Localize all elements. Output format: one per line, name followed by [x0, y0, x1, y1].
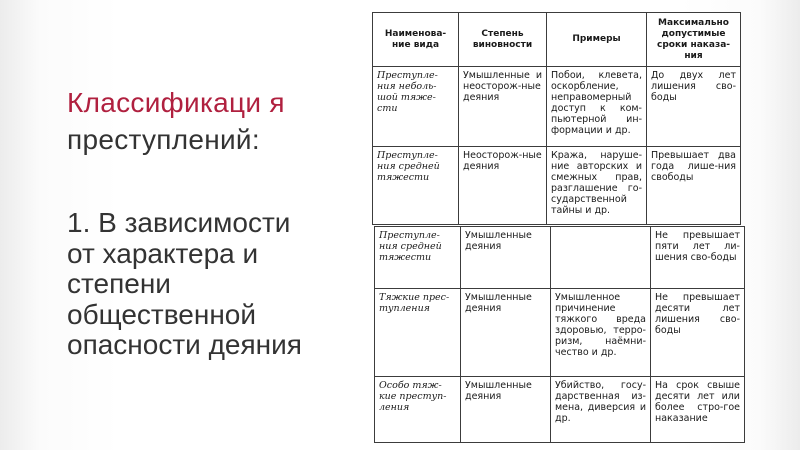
cell-punishment: Превышает два года лише-ния свободы: [647, 147, 741, 225]
cell-type: Тяжкие прес-тупления: [375, 289, 461, 377]
cell-guilt: Умышленные деяния: [461, 377, 551, 443]
cell-examples: Убийство, госу-дарственная из-мена, диверсия и др.: [551, 377, 651, 443]
slide-title: Классификаци я: [67, 87, 285, 118]
cell-examples: Кража, наруше-ние авторских и смежных прав, разглашение го-сударственной тайны и др.: [547, 147, 647, 225]
header-type: Наименова-ние вида: [373, 13, 459, 67]
slide-body-text: 1. В зависимости от характера и степени общественной опасности деяния: [67, 207, 302, 360]
cell-guilt: Умышленные деяния: [461, 227, 551, 289]
cell-guilt: Неосторож-ные деяния: [459, 147, 547, 225]
cell-guilt: Умышленные и неосторож-ные деяния: [459, 67, 547, 147]
cell-punishment: На срок свыше десяти лет или более стро-гое наказание: [651, 377, 745, 443]
cell-type: Преступле-ния неболь-шой тяже-сти: [373, 67, 459, 147]
cell-punishment: До двух лет лишения сво-боды: [647, 67, 741, 147]
slide-subtitle: преступлений:: [67, 124, 260, 155]
cell-type: Преступле-ния средней тяжести: [373, 147, 459, 225]
table-row: [375, 227, 745, 289]
header-examples: Примеры: [547, 13, 647, 67]
header-punishment: Максимально допустимые сроки наказа-ния: [647, 13, 741, 67]
cell-examples: Умышленное причинение тяжкого вреда здоровью, терро-ризм, наёмни-чество и др.: [551, 289, 651, 377]
cell-punishment: Не превышает пяти лет ли-шения сво-боды: [651, 227, 745, 289]
table-row: [373, 147, 741, 225]
table-row: [373, 67, 741, 147]
cell-examples: Побои, клевета, оскорбление, неправомерный доступ к ком-пьютерной ин-формации и др.: [547, 67, 647, 147]
table-row: [375, 377, 745, 443]
cell-guilt: Умышленные деяния: [461, 289, 551, 377]
table-header-row: [373, 13, 741, 67]
cell-punishment: Не превышает десяти лет лишения сво-боды: [651, 289, 745, 377]
classification-table-top: [372, 12, 741, 225]
cell-type: Преступле-ния средней тяжести: [375, 227, 461, 289]
cell-examples: [551, 227, 651, 289]
table-row: [375, 289, 745, 377]
classification-table-bottom: [374, 226, 745, 443]
cell-type: Особо тяж-кие преступ-ления: [375, 377, 461, 443]
header-guilt: Степень виновности: [459, 13, 547, 67]
